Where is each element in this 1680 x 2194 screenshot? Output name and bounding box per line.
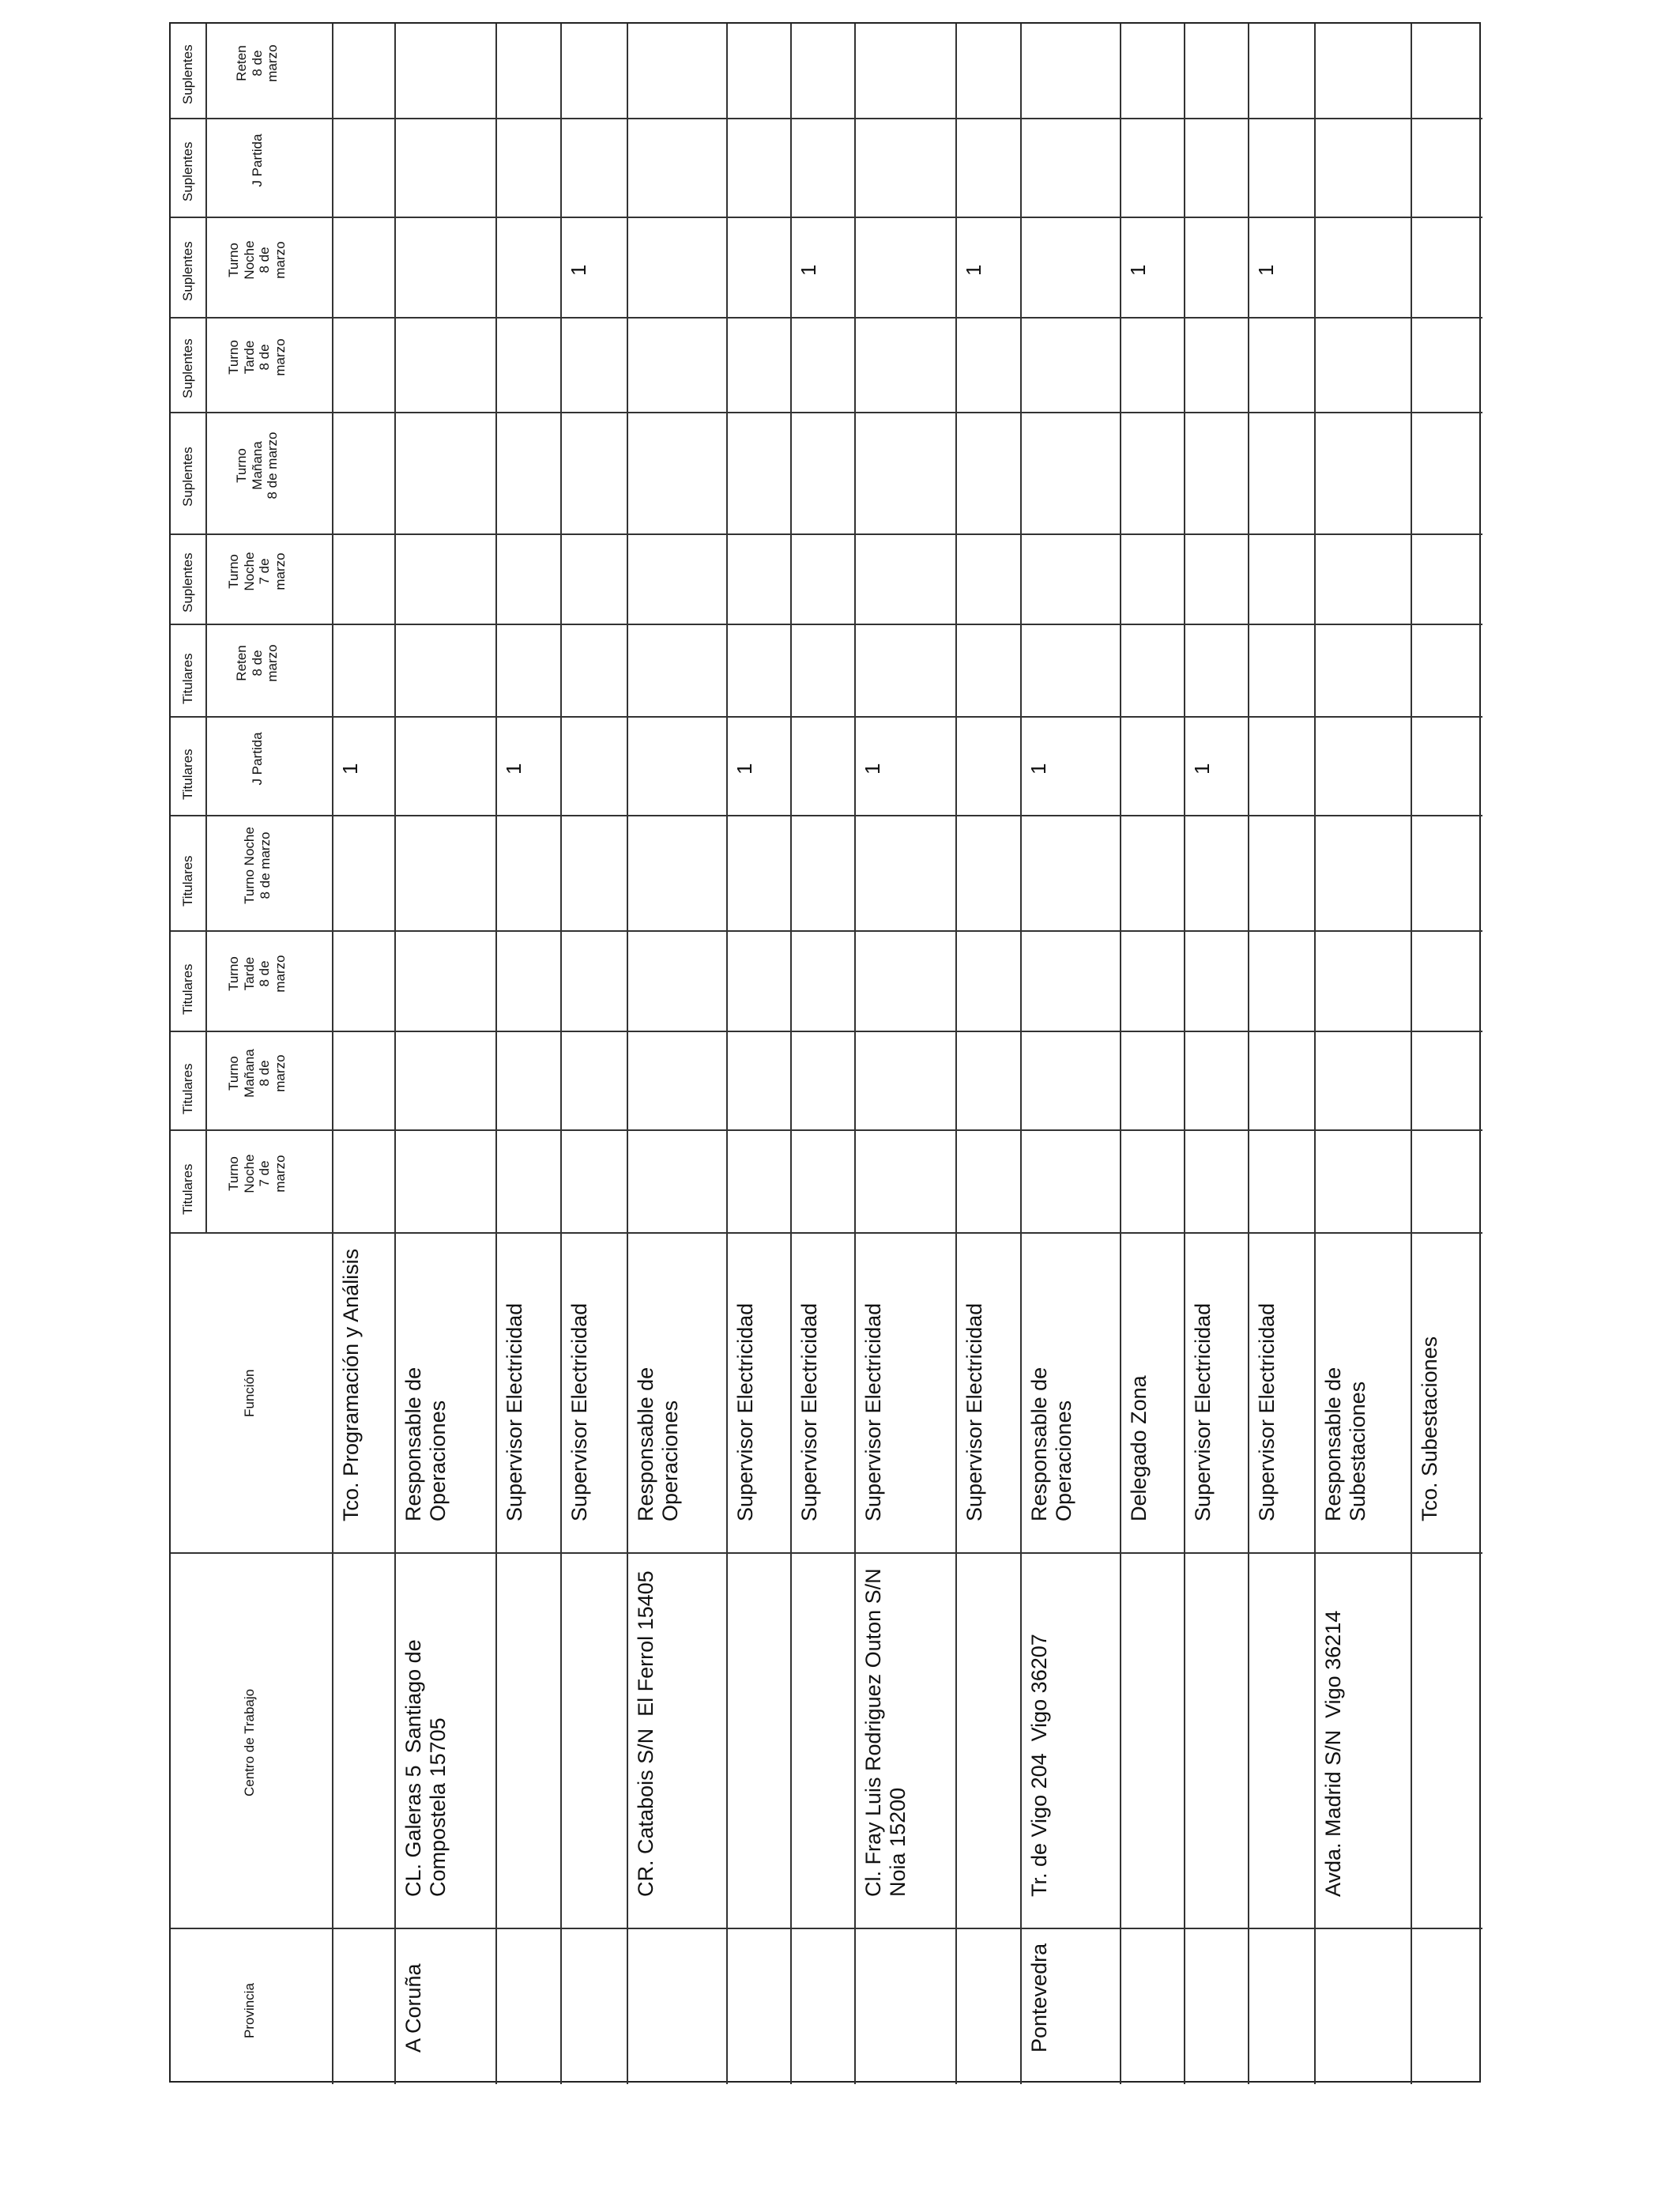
header-group-label: Titulares [180,748,195,800]
row-divider [560,24,562,2084]
provincia-cell: Pontevedra [1027,1943,1051,2053]
schedule-table [169,22,1481,2083]
funcion-cell: Responsable de Operaciones [1027,1367,1076,1521]
funcion-cell: Supervisor Electricidad [1191,1302,1215,1521]
header-shift-label: Turno Mañana 8 de marzo [226,1048,288,1098]
funcion-cell: Supervisor Electricidad [797,1302,821,1521]
row-divider [1411,24,1412,2084]
header-shift-label: Turno Noche 7 de marzo [226,552,288,591]
funcion-cell: Supervisor Electricidad [861,1302,885,1521]
header-shift-label: Turno Mañana 8 de marzo [234,432,281,499]
funcion-cell: Supervisor Electricidad [567,1302,591,1521]
column-divider [171,815,1482,816]
value-cell: 1 [567,264,590,276]
header-shift-label: Reten 8 de marzo [234,643,281,682]
row-divider [1120,24,1121,2084]
row-divider [394,24,396,2084]
provincia-cell: A Coruña [401,1963,425,2053]
header-shift-label: Turno Tarde 8 de marzo [226,954,288,993]
funcion-cell: Supervisor Electricidad [503,1302,526,1521]
header-shift-label: Turno Noche 8 de marzo [242,827,273,904]
header-group-label: Suplentes [180,240,195,301]
header-group-label: Suplentes [180,552,195,613]
header-shift-label: J Partida [250,731,265,786]
row-divider [955,24,957,2084]
funcion-cell: Responsable de Subestaciones [1321,1367,1370,1521]
value-cell: 1 [733,763,756,775]
value-cell: 1 [962,264,985,276]
header-group-label: Titulares [180,855,195,907]
column-divider [171,412,1482,413]
header-shift-label: Turno Noche 7 de marzo [226,1154,288,1193]
row-divider [854,24,856,2084]
column-divider [171,1552,1482,1554]
header-group-label: Titulares [180,1062,195,1114]
value-cell: 1 [797,264,820,276]
value-cell: 1 [1026,763,1050,775]
column-divider [171,1129,1482,1131]
column-divider [171,1928,1482,1929]
centro-cell: CL. Galeras 5 Santiago de Compostela 15705 [401,1639,450,1897]
header-shift-label: J Partida [250,133,265,187]
value-cell: 1 [1254,264,1278,276]
centro-cell: Tr. de Vigo 204 Vigo 36207 [1027,1634,1051,1897]
header-group-label: Suplentes [180,447,195,507]
value-cell: 1 [1126,264,1150,276]
funcion-cell: Tco. Subestaciones [1418,1336,1441,1521]
header-group-divider [205,24,207,1233]
header-group-label: Suplentes [180,44,195,104]
column-divider [171,533,1482,535]
header-group-label: Titulares [180,1163,195,1215]
funcion-cell: Tco. Programación y Análisis [339,1248,363,1521]
row-divider [1314,24,1316,2084]
header-shift-label: Turno Tarde 8 de marzo [226,338,288,376]
header-group-label: Suplentes [180,338,195,398]
value-cell: 1 [861,763,884,775]
value-cell: 1 [338,763,362,775]
column-divider [171,317,1482,319]
funcion-cell: Supervisor Electricidad [1255,1302,1279,1521]
column-divider [171,624,1482,625]
header-group-label: Titulares [180,963,195,1015]
header-shift-label: Turno Noche 8 de marzo [226,239,288,280]
row-divider [726,24,728,2084]
centro-cell: Cl. Fray Luis Rodriguez Outon S/N Noia 15200 [861,1568,910,1897]
column-divider [171,118,1482,119]
funcion-cell: Responsable de Operaciones [401,1367,450,1521]
header-centro: Centro de Trabajo [242,1688,257,1796]
value-cell: 1 [502,763,525,775]
header-group-label: Titulares [180,652,195,704]
header-provincia: Provincia [242,1982,257,2038]
row-divider [1248,24,1249,2084]
column-divider [171,716,1482,718]
row-divider [495,24,497,2084]
header-funcion: Función [242,1369,257,1417]
row-divider [627,24,628,2084]
row-divider [1184,24,1185,2084]
funcion-cell: Delegado Zona [1127,1375,1151,1521]
column-divider [171,1232,1482,1234]
row-divider [1020,24,1022,2084]
column-divider [171,930,1482,932]
centro-cell: CR. Catabois S/N El Ferrol 15405 [634,1570,657,1897]
row-divider [332,24,333,2084]
value-cell: 1 [1190,763,1214,775]
column-divider [171,217,1482,218]
funcion-cell: Responsable de Operaciones [634,1367,683,1521]
header-shift-label: Reten 8 de marzo [234,44,281,82]
funcion-cell: Supervisor Electricidad [962,1302,986,1521]
row-divider [790,24,792,2084]
column-divider [171,1031,1482,1032]
header-group-label: Suplentes [180,141,195,202]
funcion-cell: Supervisor Electricidad [733,1302,757,1521]
centro-cell: Avda. Madrid S/N Vigo 36214 [1321,1610,1345,1897]
